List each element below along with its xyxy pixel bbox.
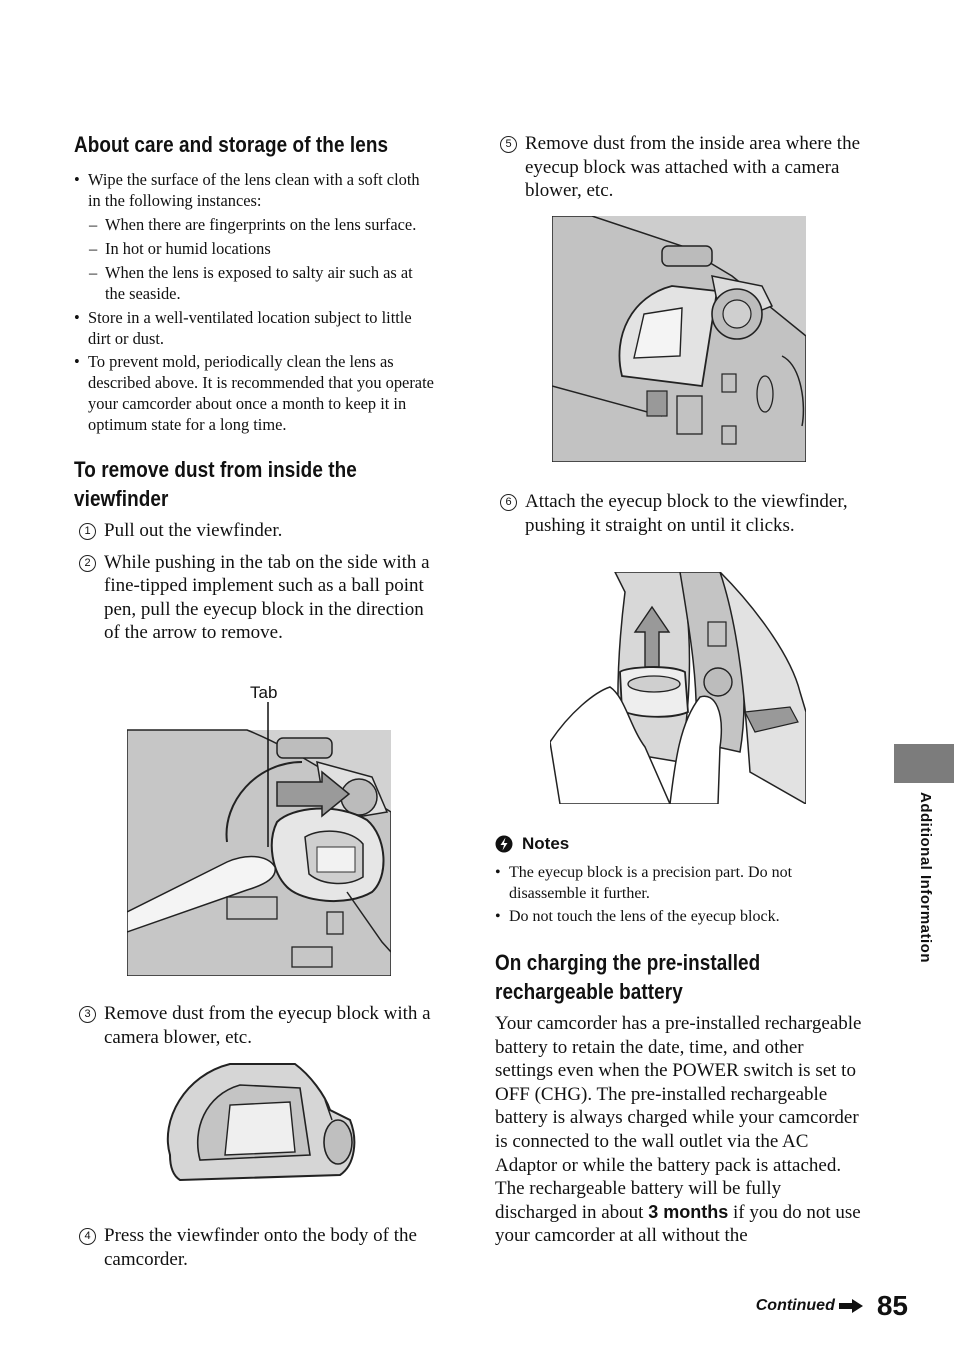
list-item: – When there are fingerprints on the lens surface. bbox=[88, 214, 436, 235]
step-number: 5 bbox=[500, 136, 517, 153]
charging-section bbox=[495, 948, 865, 1248]
eyecup-area-illustration bbox=[552, 216, 806, 462]
viewfinder-removal-illustration bbox=[127, 702, 391, 976]
step-5: 5 Remove dust from the inside area where the eyecup block was attached with a camera blower, etc. bbox=[495, 132, 865, 203]
step-4: 4 Press the viewfinder onto the body of the camcorder. bbox=[74, 1224, 436, 1271]
list-item: • The eyecup block is a precision part. Do not disassemble it further. bbox=[495, 862, 865, 904]
section-side-label: Additional Information bbox=[917, 792, 934, 963]
left-column bbox=[74, 128, 436, 645]
list-item: – In hot or humid locations bbox=[88, 238, 436, 259]
notes-heading: Notes bbox=[495, 834, 865, 854]
tab-label: Tab bbox=[250, 683, 278, 702]
step-number: 1 bbox=[79, 523, 96, 540]
list-item: • Do not touch the lens of the eyecup block. bbox=[495, 906, 865, 927]
step-3: 3 Remove dust from the eyecup block with a camera blower, etc. bbox=[74, 1002, 436, 1049]
step-number: 2 bbox=[79, 555, 96, 572]
notes-icon bbox=[495, 835, 513, 853]
charging-heading: On charging the pre-installed rechargeable battery bbox=[495, 950, 761, 1004]
step-1: 1 Pull out the viewfinder. bbox=[74, 519, 436, 543]
lens-care-list bbox=[74, 169, 436, 435]
step-number: 3 bbox=[79, 1006, 96, 1023]
eyecup-block-illustration bbox=[160, 1060, 360, 1185]
step-number: 4 bbox=[79, 1228, 96, 1245]
continued-indicator: Continued bbox=[756, 1297, 863, 1315]
step-number: 6 bbox=[500, 494, 517, 511]
notes-section bbox=[495, 834, 865, 929]
lens-care-heading: About care and storage of the lens bbox=[74, 132, 389, 157]
charging-text: Your camcorder has a pre-installed rechargeable battery to retain the date, time, and other settings even when the POWER switch is set to OFF (CHG). The pre-installed rechargeable battery is always charged while your camcorder is connected to the wall outlet via the AC Adaptor or while the battery pack is attached. The rechargeable battery will be fully discharged in about 3 months if you do not use your camcorder at all without the bbox=[495, 1013, 862, 1247]
list-item: • Wipe the surface of the lens clean with a soft cloth in the following instances: – When there are fingerprints on the lens surface. – In hot or humid locations – When the lens is exposed to salty air such as at the seaside. bbox=[74, 169, 436, 304]
dust-steps bbox=[74, 519, 436, 645]
eyecup-attach-illustration bbox=[550, 572, 806, 804]
page-number: 85 bbox=[876, 1290, 908, 1321]
step-2: 2 While pushing in the tab on the side with a fine-tipped implement such as a ball point pen, pull the eyecup block in the direction of the arrow to remove. bbox=[74, 551, 436, 645]
page-footer bbox=[756, 1290, 908, 1322]
section-tab-marker bbox=[894, 744, 954, 783]
lens-care-sublist bbox=[88, 214, 436, 304]
dust-heading: To remove dust from inside the viewfinder bbox=[74, 457, 357, 511]
list-item: • Store in a well-ventilated location subject to little dirt or dust. bbox=[74, 307, 436, 349]
list-item: • To prevent mold, periodically clean the lens as described above. It is recommended that you operate your camcorder about once a month to keep it in optimum state for a long time. bbox=[74, 351, 436, 435]
list-item: – When the lens is exposed to salty air such as at the seaside. bbox=[88, 262, 436, 304]
step-6: 6 Attach the eyecup block to the viewfinder, pushing it straight on until it clicks. bbox=[495, 490, 865, 537]
notes-list bbox=[495, 862, 865, 927]
arrow-right-icon bbox=[839, 1299, 863, 1313]
